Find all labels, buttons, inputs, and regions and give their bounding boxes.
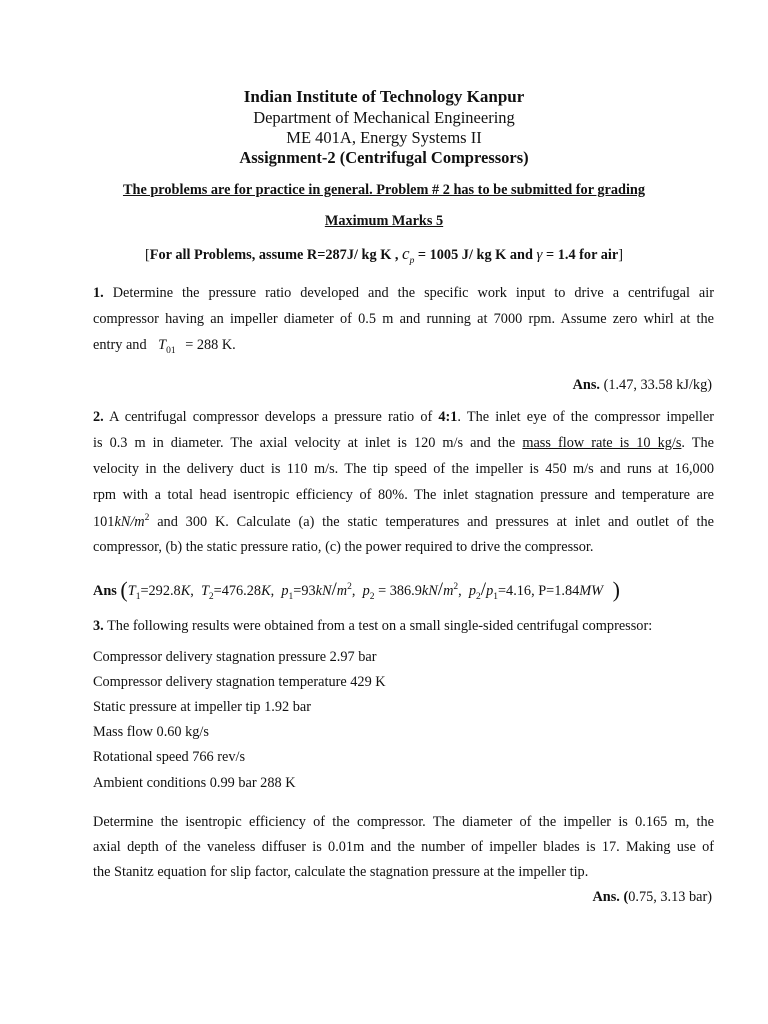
problem-2-line-4: rpm with a total head isentropic efficiency of 80%. The inlet stagnation pressure and temperature are — [93, 487, 714, 503]
grading-notice: The problems are for practice in general. Problem # 2 has to be submitted for grading — [122, 182, 646, 198]
problem-2-line-2: is 0.3 m in diameter. The axial velocity at inlet is 120 m/s and the mass flow rate is 10 kg/s. The — [93, 435, 715, 451]
assignment-title: Assignment-2 (Centrifugal Compressors) — [239, 148, 529, 167]
problem-2-line-5: $101kN/m^2$ and 300 K. Calculate (a) the static temperatures and pressures at inlet and outlet of the — [93, 513, 714, 530]
problem-1-line-2: compressor having an impeller diameter of 0.5 m and running at 7000 rpm. Assume zero whirl at the — [93, 311, 714, 327]
problem-3-answer: Ans. (0.75, 3.13 bar) — [592, 889, 712, 905]
problem-3-question-line-2: axial depth of the vaneless diffuser is 0.01m and the number of impeller blades is 17. Making use of — [93, 839, 714, 855]
problem-3-data-line: Rotational speed 766 rev/s — [93, 749, 246, 765]
max-marks: Maximum Marks 5 — [324, 213, 444, 229]
institute-title: Indian Institute of Technology Kanpur — [243, 87, 525, 106]
problem-3-data-line: Static pressure at impeller tip 1.92 bar — [93, 699, 311, 715]
problem-3-intro: 3. The following results were obtained from a test on a small single-sided centrifugal compressor: — [93, 618, 653, 634]
problem-3-data-line: Mass flow 0.60 kg/s — [93, 724, 209, 740]
problem-3-question-line-1: Determine the isentropic efficiency of the compressor. The diameter of the impeller is 0.165 m, the — [93, 814, 714, 830]
problem-2-line-1: 2. A centrifugal compressor develops a pressure ratio of 4:1. The inlet eye of the compressor impeller — [93, 409, 715, 425]
problem-1-answer: Ans. (1.47, 33.58 kJ/kg) — [572, 377, 712, 393]
problem-1-line-3: entry and $T_{01} = 288$ K. — [93, 337, 236, 356]
problem-3-data-line: Compressor delivery stagnation pressure 2.97 bar — [93, 649, 377, 665]
course-name: ME 401A, Energy Systems II — [286, 128, 482, 147]
problem-1-line-1: 1. Determine the pressure ratio developed and the specific work input to drive a centrifugal air — [93, 285, 714, 301]
department-name: Department of Mechanical Engineering — [253, 108, 515, 127]
problem-2-line-6: compressor, (b) the static pressure ratio, (c) the power required to drive the compressor. — [93, 539, 594, 555]
problem-3-data-line: Compressor delivery stagnation temperature 429 K — [93, 674, 386, 690]
problem-2-answer: Ans ($T_1=292.8K$, $T_2=476.28K$, $p_1=93kN/m^2$, $p_2 = 386.9kN/m^2$, $p_2/p_1=4.16$, P=1.84MW ) — [93, 577, 620, 602]
problem-3-question-line-3: the Stanitz equation for slip factor, calculate the stagnation pressure at the impeller tip. — [93, 864, 589, 880]
problem-3-data-line: Ambient conditions 0.99 bar 288 K — [93, 775, 296, 791]
problem-2-line-3: velocity in the delivery duct is 110 m/s. The tip speed of the impeller is 450 m/s and runs at 16,000 — [93, 461, 714, 477]
assumption-line: [For all Problems, assume R=287J/ kg K , $c_p = 1005$ J/ kg K and γ = 1.4 for air] — [145, 244, 623, 266]
